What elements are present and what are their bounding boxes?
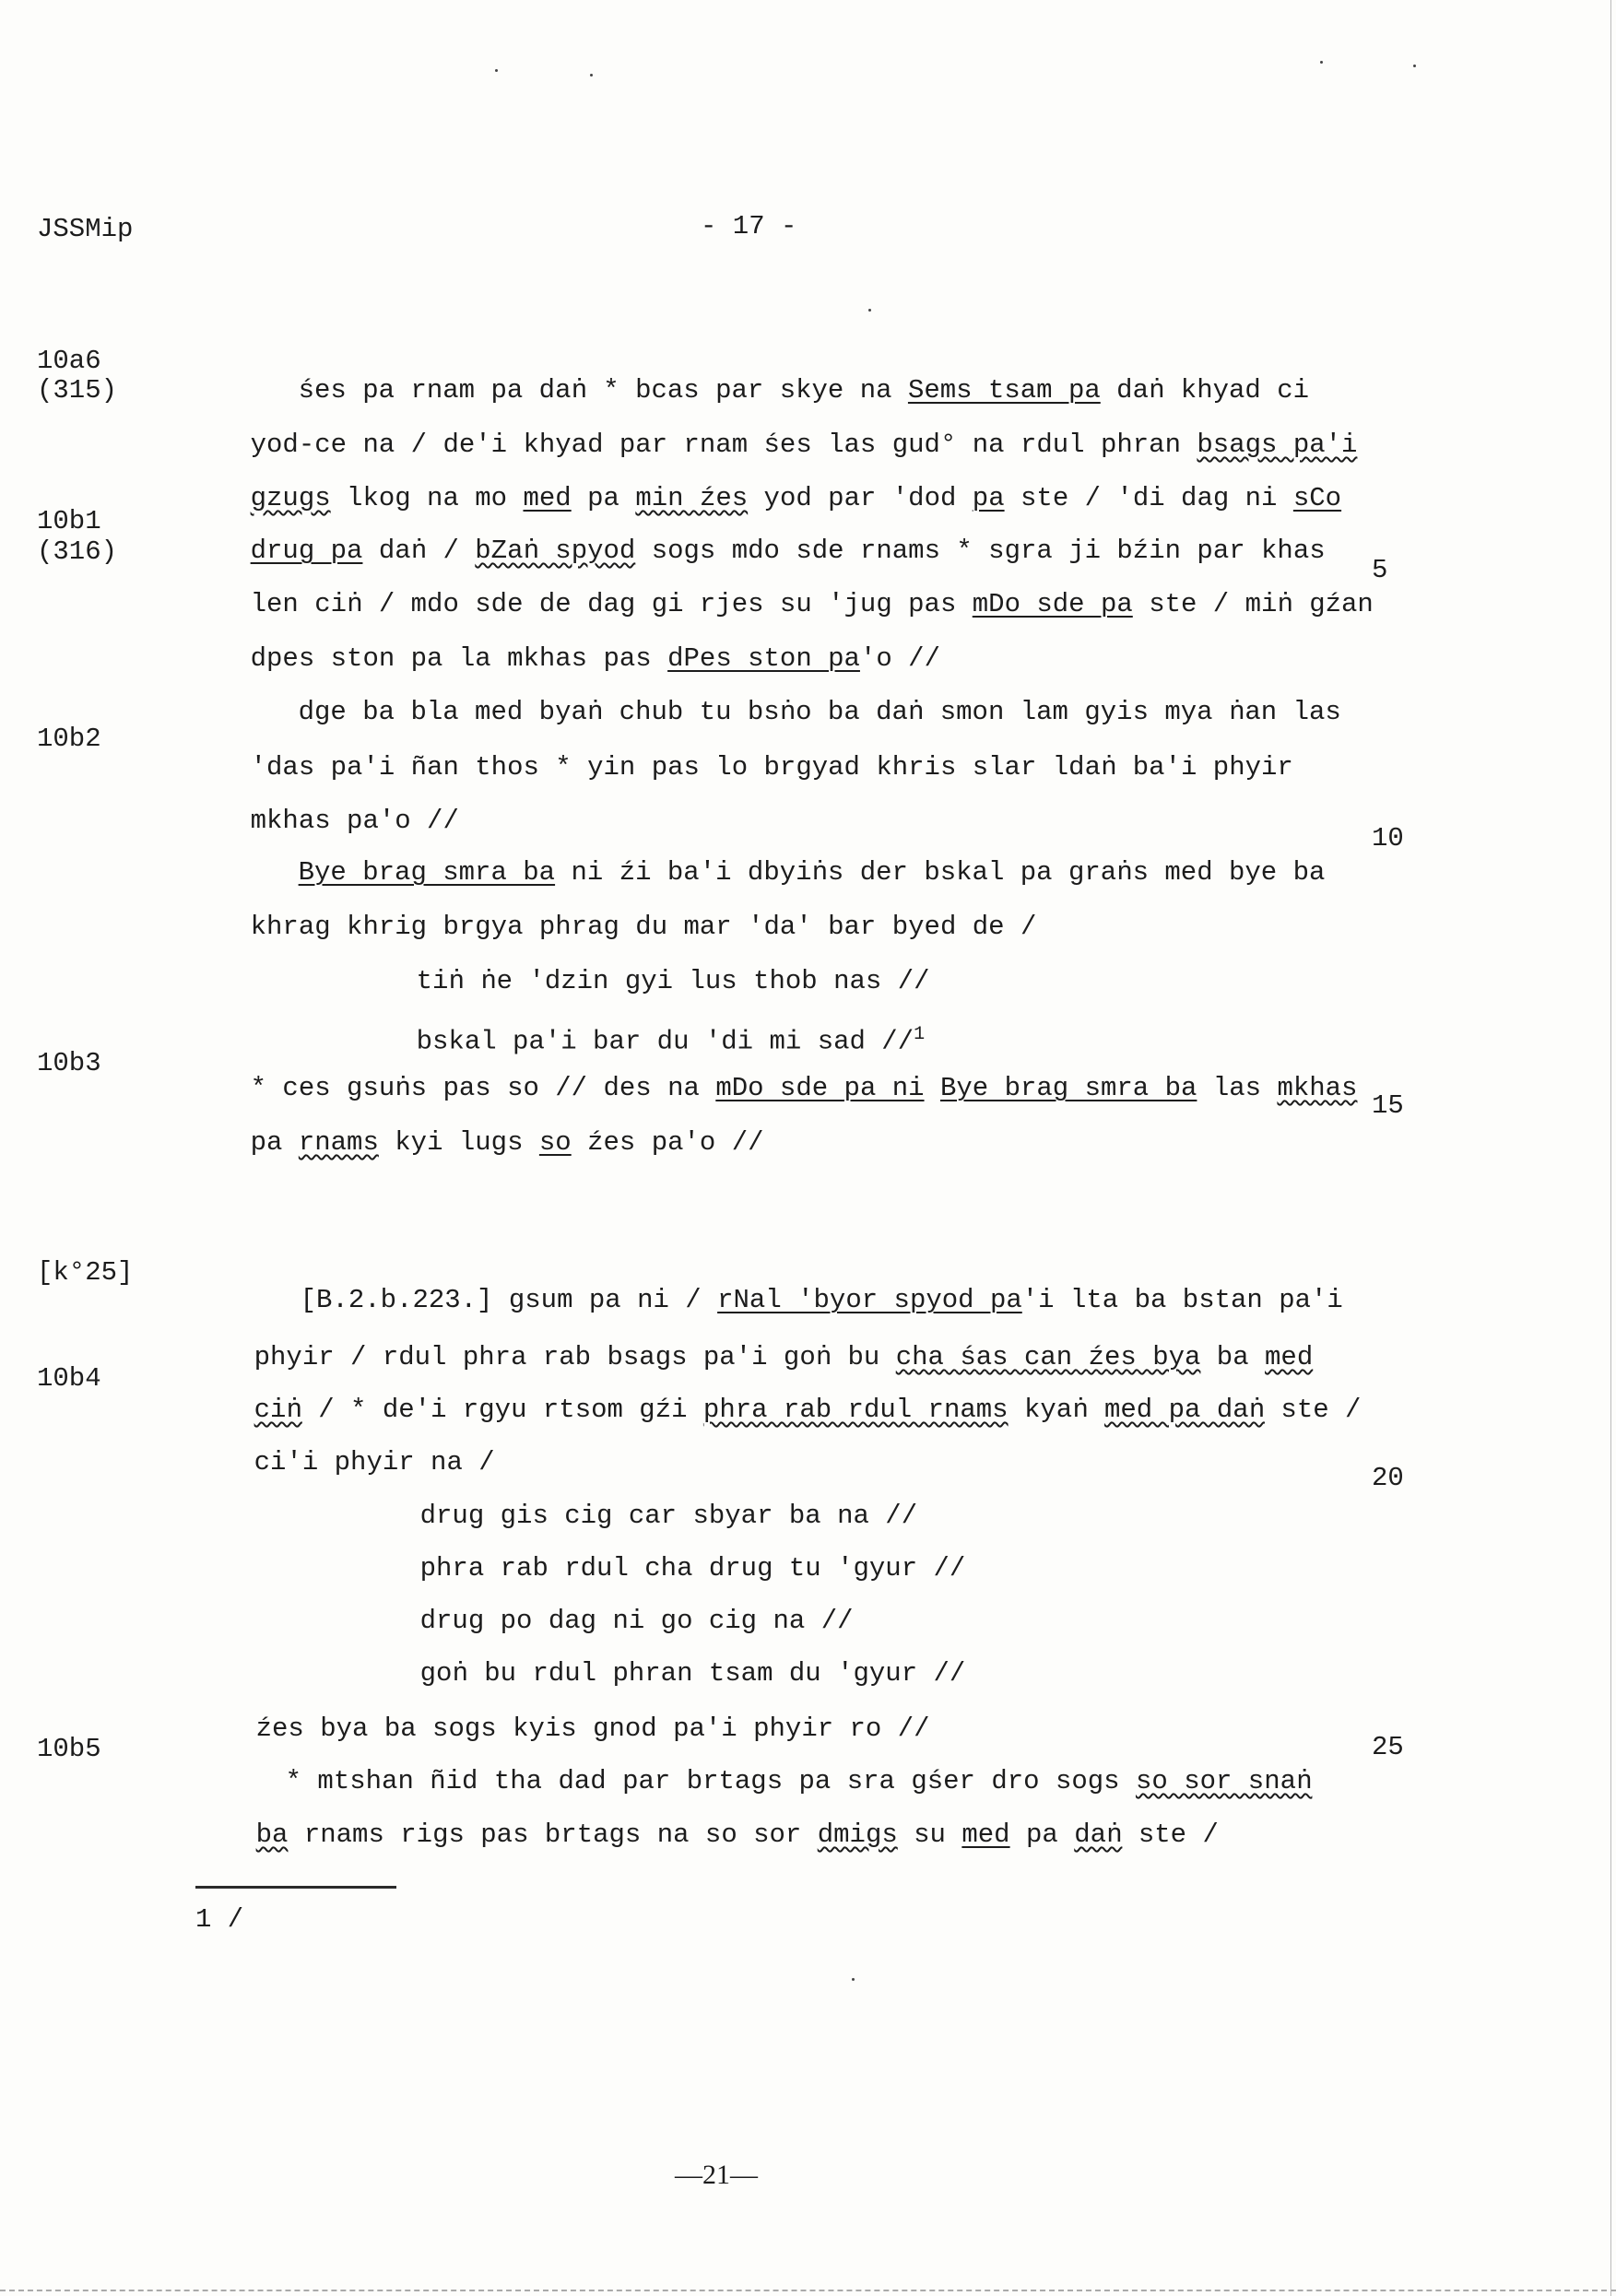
text-line: * mtshan ñid tha dad par brtags pa sra gśer dro sogs so sor snaṅ [285, 1766, 1313, 1796]
folio-ref: [k°25] [37, 1257, 134, 1288]
line-number: 25 [1372, 1732, 1404, 1762]
scan-speck [1320, 61, 1323, 64]
scan-speck [590, 74, 593, 77]
text-line: ciṅ / * de'i rgyu rtsom gźi phra rab rdul rnams kyaṅ med pa daṅ ste / [254, 1395, 1362, 1425]
verse-line: bskal pa'i bar du 'di mi sad //$^1$ [416, 1024, 926, 1057]
folio-ref: 10b1 [37, 506, 101, 536]
scan-speck [495, 69, 498, 72]
folio-ref: 10b2 [37, 724, 101, 754]
text-line: ba rnams rigs pas brtags na so sor dmigs su med pa daṅ ste / [255, 1819, 1219, 1850]
scan-speck [852, 1978, 855, 1981]
text-line: len ciṅ / mdo sde de dag gi rjes su 'jug pas mDo sde pa ste / miṅ gźan [250, 589, 1374, 619]
verse-line: drug po dag ni go cig na // [419, 1606, 854, 1636]
text-line: yod-ce na / de'i khyad par rnam śes las gud° na rdul phran bsags pa'i [250, 430, 1358, 460]
text-line: khrag khrig brgya phrag du mar 'da' bar byed de / [250, 912, 1037, 942]
text-line: * ces gsuṅs pas so // des na mDo sde pa ni Bye brag smra ba las mkhas [250, 1073, 1358, 1103]
line-number: 10 [1372, 823, 1404, 854]
folio-ref: 10b3 [37, 1048, 101, 1078]
folio-ref: 10b5 [37, 1734, 101, 1764]
text-line: phyir / rdul phra rab bsags pa'i goṅ bu cha śas can źes bya ba med [254, 1342, 1314, 1372]
folio-ref: 10a6 [37, 346, 101, 376]
line-number: 15 [1372, 1090, 1404, 1121]
text-line: Bye brag smra ba ni źi ba'i dbyiṅs der bskal pa graṅs med bye ba [298, 857, 1326, 888]
scan-edge-right [1610, 0, 1611, 2296]
text-line: dge ba bla med byaṅ chub tu bsṅo ba daṅ smon lam gyis mya ṅan las [298, 697, 1341, 727]
text-line: mkhas pa'o // [250, 806, 459, 836]
page-number: - 17 - [701, 211, 797, 241]
verse-line: drug gis cig car sbyar ba na // [419, 1501, 918, 1531]
text-line: dpes ston pa la mkhas pas dPes ston pa'o // [250, 643, 940, 674]
line-number: 5 [1372, 555, 1388, 585]
text-line: gzugs lkog na mo med pa min źes yod par 'dod pa ste / 'di dag ni sCo [250, 483, 1342, 513]
text-line: [B.2.b.223.] gsum pa ni / rNal 'byor spyod pa'i lta ba bstan pa'i [300, 1285, 1343, 1315]
scan-speck [1413, 65, 1416, 67]
text-line: pa rnams kyi lugs so źes pa'o // [250, 1127, 764, 1158]
verse-line: phra rab rdul cha drug tu 'gyur // [419, 1553, 966, 1584]
folio-ref: (315) [37, 375, 118, 406]
verse-line: tiṅ ṅe 'dzin gyi lus thob nas // [416, 966, 930, 996]
text-line: źes bya ba sogs kyis gnod pa'i phyir ro // [255, 1713, 930, 1744]
line-number: 20 [1372, 1463, 1404, 1493]
footer-page-number: —21— [675, 2160, 758, 2190]
scan-speck [868, 309, 871, 312]
text-line: drug pa daṅ / bZaṅ spyod sogs mdo sde rnams * sgra ji bźin par khas [250, 536, 1326, 566]
verse-line: goṅ bu rdul phran tsam du 'gyur // [419, 1658, 966, 1689]
footnote: 1 / [195, 1904, 244, 1935]
text-line: ci'i phyir na / [254, 1447, 495, 1478]
text-line: śes pa rnam pa daṅ * bcas par skye na Sems tsam pa daṅ khyad ci [298, 375, 1310, 406]
text-line: 'das pa'i ñan thos * yin pas lo brgyad khris slar ldaṅ ba'i phyir [250, 752, 1293, 783]
scan-edge-bottom [0, 2290, 1616, 2291]
footnote-marker: 1 [914, 1024, 926, 1045]
folio-ref: 10b4 [37, 1363, 101, 1394]
folio-ref: (316) [37, 536, 118, 567]
footnote-rule [195, 1886, 396, 1889]
document-siglum: JSSMip [37, 214, 134, 244]
